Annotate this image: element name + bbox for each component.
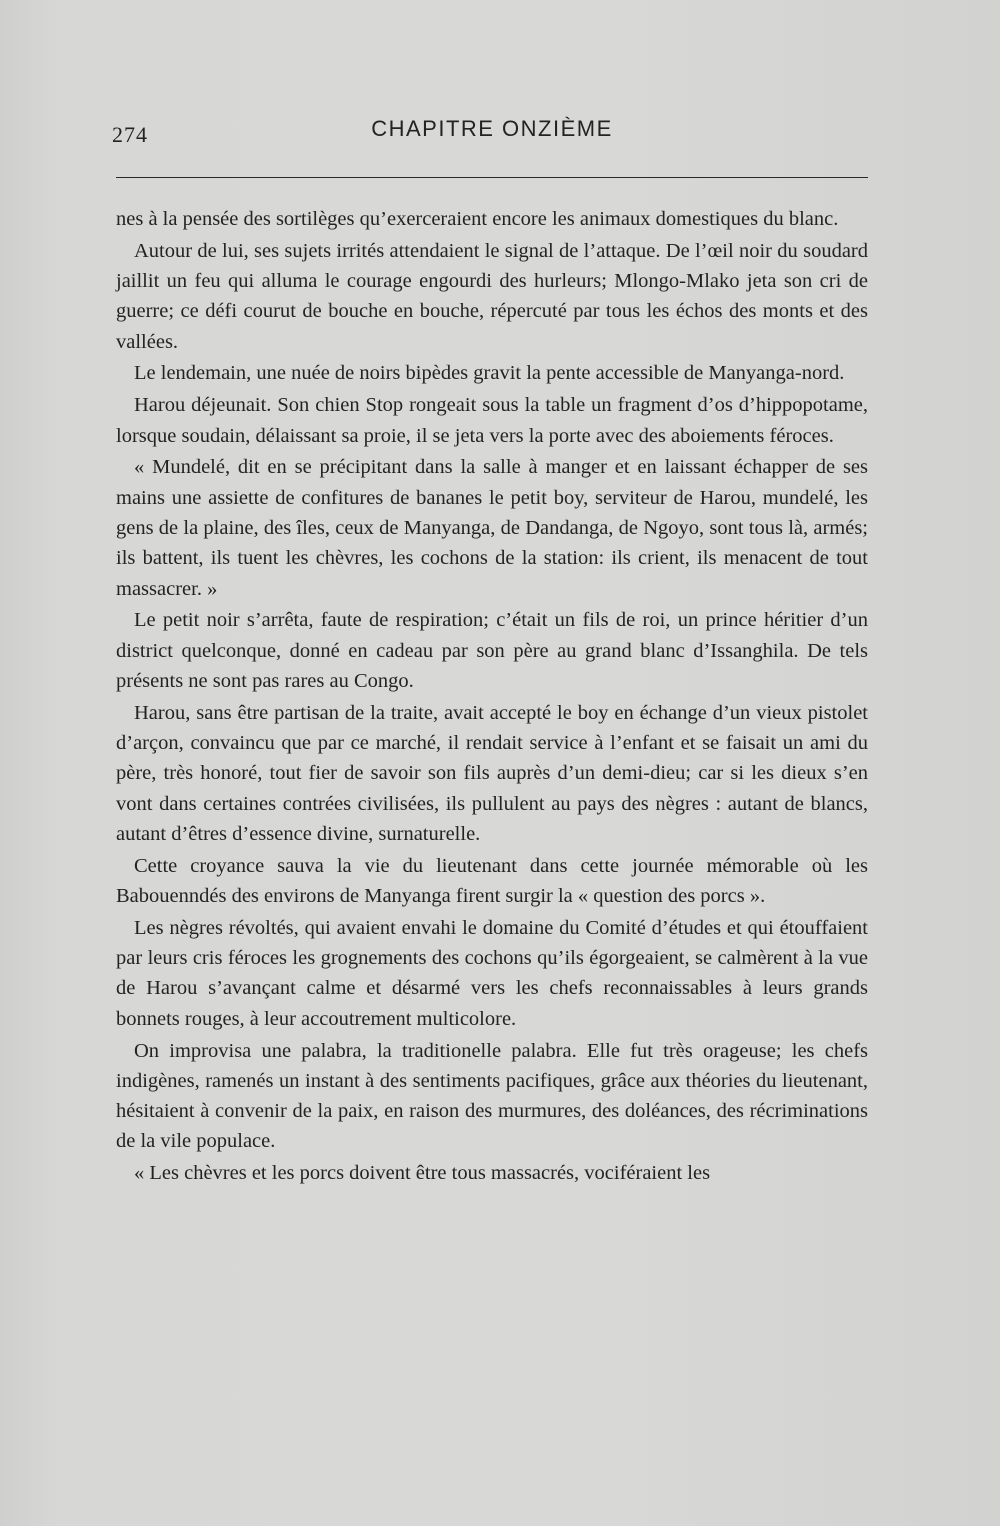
chapter-title: CHAPITRE ONZIÈME	[371, 116, 613, 141]
paragraph-continued: nes à la pensée des sortilèges qu’exerceraient encore les animaux domestiques du blanc.	[116, 208, 839, 230]
body-text	[116, 204, 868, 1190]
paragraph: « Mundelé, dit en se précipitant dans la salle à manger et en laissant échapper de ses mains une assiette de confitures de bananes le petit boy, serviteur de Harou, mundelé, les gens de la plaine, des îles, ceux de Manyanga, de Dandanga, de Ngoyo, sont tous là, armés; ils battent, ils tuent les chèvres, les cochons de la station: ils crient, ils menacent de tout massacrer. »	[116, 456, 868, 600]
header-rule	[116, 177, 868, 178]
paragraph: « Les chèvres et les porcs doivent être tous massacrés, vociféraient les	[134, 1162, 711, 1185]
paragraph: Cette croyance sauva la vie du lieutenant dans cette journée mémorable où les Babouenndés des environs de Manyanga firent surgir la « question des porcs ».	[116, 854, 868, 908]
paragraph: On improvisa une palabra, la traditionelle palabra. Elle fut très orageuse; les chefs indigènes, ramenés un instant à des sentiments pacifiques, grâce aux théories du lieutenant, hésitaient à convenir de la paix, en raison des murmures, des doléances, des récriminations de la vile populace.	[116, 1039, 868, 1153]
running-head	[112, 116, 872, 148]
paragraph: Harou déjeunait. Son chien Stop rongeait sous la table un fragment d’os d’hippopotame, lorsque soudain, délaissant sa proie, il se jeta vers la porte avec des aboiements féroces.	[116, 394, 868, 447]
paragraph: Le lendemain, une nuée de noirs bipèdes gravit la pente accessible de Manyanga-nord.	[134, 362, 845, 385]
paragraph: Le petit noir s’arrêta, faute de respiration; c’était un fils de roi, un prince héritier d’un district quelconque, donné en cadeau par son père au grand blanc d’Issanghila. De tels présents ne sont pas rares au Congo.	[116, 609, 868, 692]
paragraph: Autour de lui, ses sujets irrités attendaient le signal de l’attaque. De l’œil noir du soudard jaillit un feu qui alluma le courage engourdi des hurleurs; Mlongo-Mlako jeta son cri de guerre; ce défi courut de bouche en bouche, répercuté par tous les échos des monts et des vallées.	[116, 239, 868, 353]
page-number: 274	[112, 122, 148, 147]
paragraph: Les nègres révoltés, qui avaient envahi le domaine du Comité d’études et qui étouffaient par leurs cris féroces les grognements des cochons qu’ils égorgeaient, se calmèrent à la vue de Harou s’avançant calme et désarmé vers les chefs reconnaissables à leurs grands bonnets rouges, à leur accoutrement multicolore.	[116, 916, 868, 1030]
paragraph: Harou, sans être partisan de la traite, avait accepté le boy en échange d’un vieux pistolet d’arçon, convaincu que par ce marché, il rendait service à l’enfant et se faisait un ami du père, très honoré, tout fier de savoir son fils auprès d’un demi-dieu; car si les dieux s’en vont dans certaines contrées civilisées, ils pullulent au pays des nègres : autant de blancs, autant d’êtres d’essence divine, surnaturelle.	[116, 701, 868, 845]
